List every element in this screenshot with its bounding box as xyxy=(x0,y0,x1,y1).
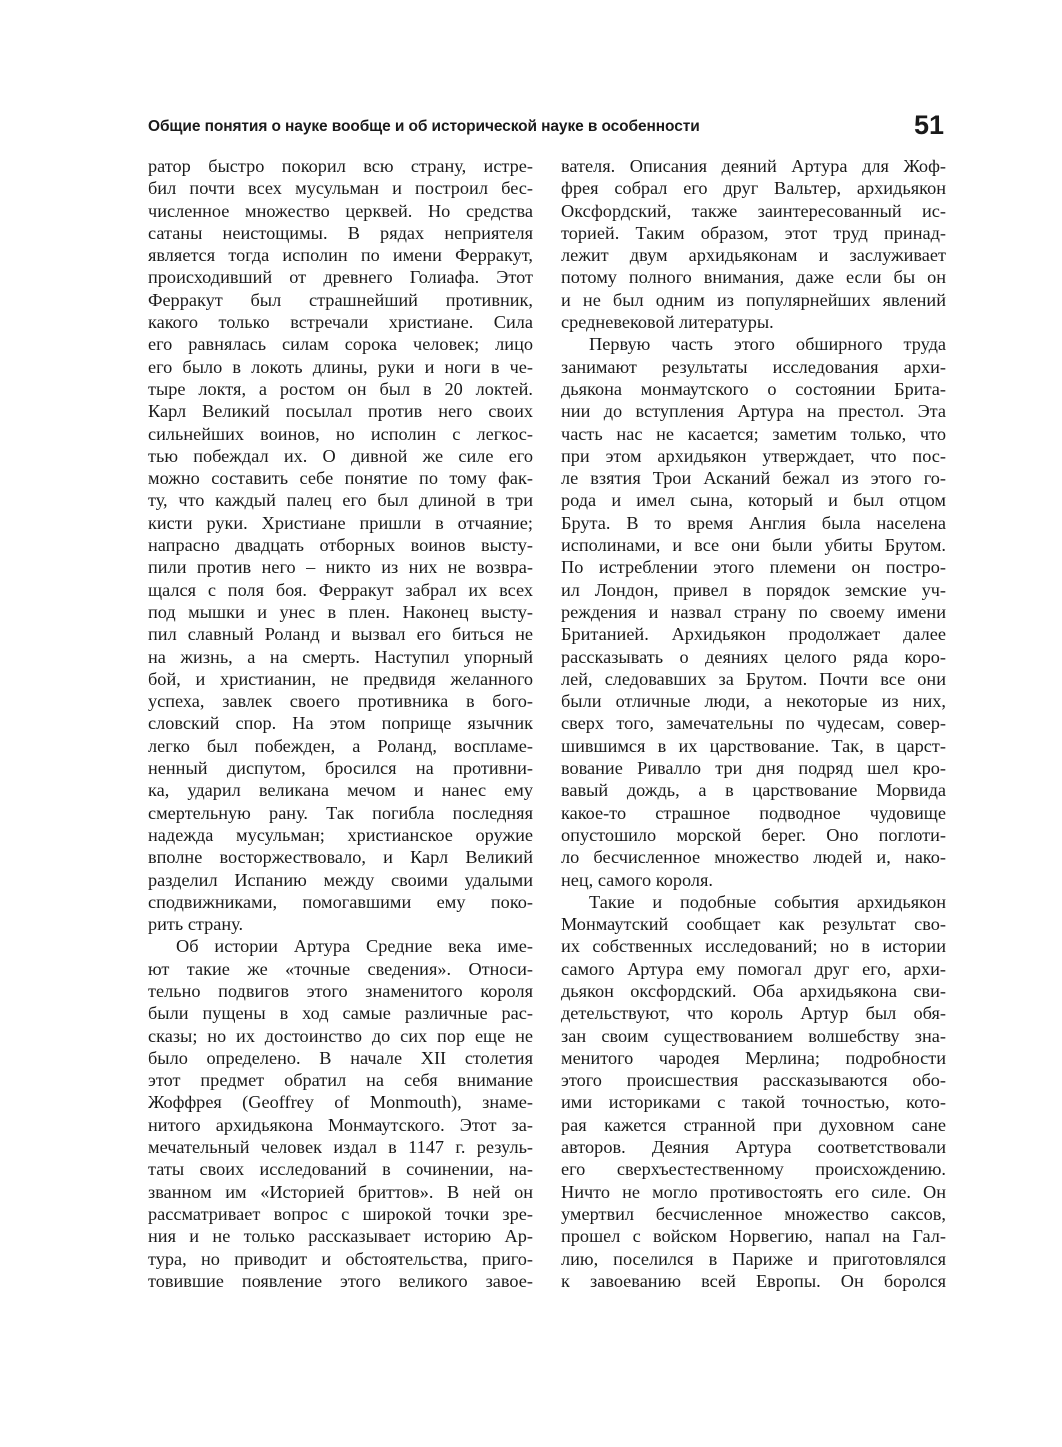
text-line: дьякон оксфордский. Оба архидьякона сви- xyxy=(561,980,946,1001)
text-line: нии до вступления Артура на престол. Эта xyxy=(561,401,946,422)
page-number: 51 xyxy=(913,110,944,140)
text-line: сверх того, замечательны по чудесам, совер- xyxy=(561,713,946,734)
text-line: пил славный Роланд и вызвал его биться не xyxy=(148,624,533,645)
text-line: потому полного внимания, даже если бы он xyxy=(561,267,946,288)
text-line: ими историками с такой точностью, кото- xyxy=(561,1092,946,1113)
text-line: ло бесчисленное множество людей и, нако- xyxy=(561,847,946,868)
text-line: ил Лондон, привел в порядок земские уч- xyxy=(561,579,946,600)
text-line: тура, но приводит и обстоятельства, приго- xyxy=(148,1248,533,1269)
text-line: ле взятия Трои Асканий бежал из этого го- xyxy=(561,468,946,489)
text-line: Брута. В то время Англия была населена xyxy=(561,512,946,533)
text-line: реждения и назвал страну по своему имени xyxy=(561,601,946,622)
text-line: тельно подвигов этого знаменитого короля xyxy=(148,980,533,1001)
text-line: ния и не только рассказывает историю Ар- xyxy=(148,1226,533,1247)
text-line: нитого архидьякона Монмаутского. Этот за- xyxy=(148,1114,533,1135)
text-line: успеха, завлек своего противника в бого- xyxy=(148,691,533,712)
running-head xyxy=(148,110,944,144)
text-line: Такие и подобные события архидьякон xyxy=(589,891,946,912)
text-line: вавый дождь, а в царствование Морвида xyxy=(561,780,946,801)
text-line: фрея собрал его друг Вальтер, архидьякон xyxy=(561,178,946,199)
text-line: исполинами, и все они были убиты Брутом. xyxy=(561,535,946,556)
text-line: были отличные люди, а некоторые из них, xyxy=(561,691,946,712)
text-line: рить страну. xyxy=(148,914,244,935)
text-line: Оксфордский, также заинтересованный ис- xyxy=(561,200,946,221)
text-line: нец, самого короля. xyxy=(561,869,713,890)
text-line: Карл Великий посылал против него своих xyxy=(148,401,533,422)
text-line: лию, поселился в Париже и приготовлялся xyxy=(561,1248,946,1269)
text-line: ненный диспутом, бросился на противни- xyxy=(148,758,533,779)
text-line: авторов. Деяния Артура соответствовали xyxy=(561,1137,946,1158)
text-line: какое-то страшное подводное чудовище xyxy=(561,802,946,823)
text-line: какого только встречали христиане. Сила xyxy=(148,312,533,333)
left-text-column xyxy=(148,155,533,1292)
text-line: Монмаутский сообщает как результат сво- xyxy=(561,914,946,935)
text-line: сатаны неистощимы. В рядах неприятеля xyxy=(148,222,533,243)
text-line: словский спор. На этом поприще язычник xyxy=(148,713,533,734)
text-line: сильнейших воинов, но исполин с легкос- xyxy=(148,423,533,444)
text-line: напрасно двадцать отборных воинов высту- xyxy=(148,535,533,556)
text-line: ют такие же «точные сведения». Относи- xyxy=(148,958,533,979)
text-line: шившимся в их царствование. Так, в царст- xyxy=(561,735,946,756)
text-line: было определено. В начале XII столетия xyxy=(148,1047,533,1068)
text-line: зан своим существованием волшебству зна- xyxy=(561,1025,946,1046)
right-text-column xyxy=(561,155,946,1292)
text-line: можно составить себе понятие по тому фак- xyxy=(148,468,533,489)
text-line: пили против него – никто из них не возвра- xyxy=(148,557,533,578)
text-line: этот предмет обратил на себя внимание xyxy=(148,1070,533,1091)
text-line: рассматривает вопрос с широкой точки зре- xyxy=(148,1203,533,1224)
text-line: на жизнь, а на смерть. Наступил упорный xyxy=(148,646,533,667)
text-line: таты своих исследований в сочинении, на- xyxy=(148,1159,533,1180)
text-line: рода и имел сына, который и был отцом xyxy=(561,490,946,511)
text-line: ка, ударил великана мечом и нанес ему xyxy=(148,780,533,801)
text-line: Британией. Архидьякон продолжает далее xyxy=(561,624,946,645)
text-line: часть нас не касается; заметим только, что xyxy=(561,423,946,444)
text-line: занимают результаты исследования архи- xyxy=(561,356,946,377)
text-line: Ничто не могло противостоять его силе. Он xyxy=(561,1181,946,1202)
text-line: к завоеванию всей Европы. Он боролся xyxy=(561,1270,946,1291)
text-line: были пущены в ход самые различные рас- xyxy=(148,1003,533,1024)
text-line: дьякона монмаутского о состоянии Брита- xyxy=(561,378,946,399)
text-line: По истреблении этого племени он постро- xyxy=(561,557,946,578)
text-line: Жоффрея (Geoffrey of Monmouth), знаме- xyxy=(148,1092,533,1113)
text-line: лежит двум архидьяконам и заслуживает xyxy=(561,245,946,266)
text-line: кисти руки. Христиане пришли в отчаяние; xyxy=(148,512,533,533)
text-line: их собственных исследований; но в истории xyxy=(561,936,946,957)
text-line: умертвил бесчисленное множество саксов, xyxy=(561,1203,946,1224)
text-line: Первую часть этого обширного труда xyxy=(589,334,946,355)
text-line: тью побеждал их. О дивной же силе его xyxy=(148,445,533,466)
text-line: ратор быстро покорил всю страну, истре- xyxy=(148,156,533,176)
text-line: торией. Таким образом, этот труд принад- xyxy=(561,222,946,243)
text-line: при этом архидьякон утверждает, что пос- xyxy=(561,445,946,466)
text-line: его сверхъестественному происхождению. xyxy=(561,1159,946,1180)
text-line: щался с поля боя. Ферракут забрал их всех xyxy=(148,579,533,600)
text-line: вполне восторжествовало, и Карл Великий xyxy=(148,847,533,868)
text-line: разделил Испанию между своими удалыми xyxy=(148,869,533,890)
text-line: бой, и христианин, не предвидя желанного xyxy=(148,668,533,689)
text-line: товившие появление этого великого завое- xyxy=(148,1270,533,1291)
text-line: его было в локоть длины, руки и ноги в че- xyxy=(148,356,533,377)
text-line: вателя. Описания деяний Артура для Жоф- xyxy=(561,156,946,176)
text-line: Ферракут был страшнейший противник, xyxy=(148,289,533,310)
text-line: лей, следовавших за Брутом. Почти все они xyxy=(561,668,946,689)
text-line: мечательный человек издал в 1147 г. резуль- xyxy=(148,1137,533,1158)
text-line: средневековой литературы. xyxy=(561,312,774,333)
running-title: Общие понятия о науке вообще и об исторической науке в особенности xyxy=(148,118,700,135)
text-line: рассказывать о деяниях целого ряда коро- xyxy=(561,646,946,667)
text-line: надежда мусульман; христианское оружие xyxy=(148,824,533,845)
text-line: менитого чародея Мерлина; подробности xyxy=(561,1047,946,1068)
text-line: сказы; но их достоинство до сих пор еще не xyxy=(148,1025,533,1046)
text-line: вование Ривалло три дня подряд шел кро- xyxy=(561,758,946,779)
text-line: рая кажется странной при духовном сане xyxy=(561,1114,946,1135)
text-line: детельствуют, что король Артур был обя- xyxy=(561,1003,946,1024)
text-line: опустошило морской берег. Оно поглоти- xyxy=(561,824,946,845)
text-line: является тогда исполин по имени Ферракут, xyxy=(148,245,533,266)
text-line: и не был одним из популярнейших явлений xyxy=(561,289,946,310)
text-line: бил почти всех мусульман и построил бес- xyxy=(148,178,533,199)
text-line: под мышки и унес в плен. Наконец высту- xyxy=(148,601,533,622)
text-line: тыре локтя, а ростом он был в 20 локтей. xyxy=(148,378,533,399)
text-line: сподвижниками, помогавшими ему поко- xyxy=(148,891,533,912)
text-line: смертельную рану. Так погибла последняя xyxy=(148,802,533,823)
text-line: ту, что каждый палец его был длиной в три xyxy=(148,490,533,511)
text-line: Об истории Артура Средние века име- xyxy=(176,936,533,957)
text-line: численное множество церквей. Но средства xyxy=(148,200,533,221)
text-line: происходивший от древнего Голиафа. Этот xyxy=(148,267,533,288)
text-line: званном им «Историей бриттов». В ней он xyxy=(148,1181,533,1202)
text-line: легко был побежден, а Роланд, воспламе- xyxy=(148,735,533,756)
text-line: самого Артура ему помогал друг его, архи- xyxy=(561,958,946,979)
text-line: этого происшествия рассказываются обо- xyxy=(561,1070,946,1091)
text-line: его равнялась силам сорока человек; лицо xyxy=(148,334,533,355)
text-line: прошел с войском Норвегию, напал на Гал- xyxy=(561,1226,946,1247)
